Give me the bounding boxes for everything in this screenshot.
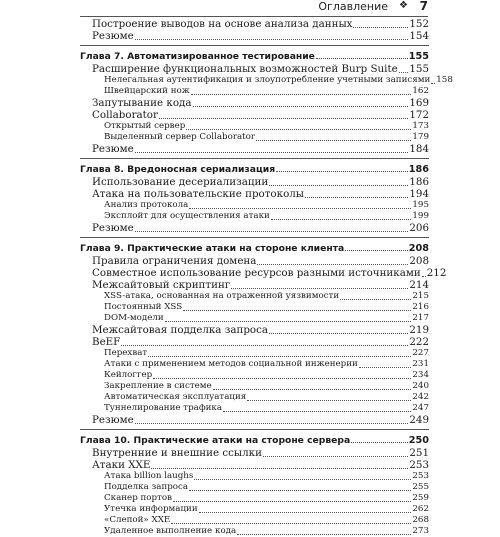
- toc-entry-title: Удаленное выполнение кода: [104, 526, 237, 536]
- toc-entry-page: 208: [408, 243, 429, 254]
- toc-entry-page: 215: [412, 291, 429, 301]
- toc-entry-title: Швейцарский нож: [104, 86, 190, 96]
- running-header: [80, 0, 428, 17]
- toc-entry-title: Резюме: [92, 30, 134, 42]
- toc-entry-page: 172: [409, 109, 429, 121]
- toc-section-entry: [80, 267, 447, 279]
- toc-entry-title: Атаки XXE: [92, 459, 151, 471]
- diamond-separator-icon: ❖: [399, 0, 408, 11]
- toc-dot-leader: [271, 219, 412, 220]
- toc-dot-leader: [305, 197, 408, 198]
- toc-subsection-entry: [80, 370, 429, 381]
- toc-subsection-entry: [80, 381, 429, 392]
- toc-dot-leader: [148, 356, 411, 357]
- toc-entry-title: Подделка запроса: [104, 482, 189, 492]
- toc-entry-page: 152: [409, 18, 429, 30]
- toc-entry-page: 173: [412, 121, 429, 131]
- toc-entry-page: 240: [412, 381, 429, 391]
- toc-dot-leader: [353, 27, 408, 28]
- toc-section-entry: [80, 188, 429, 200]
- toc-section-entry: [80, 447, 429, 459]
- toc-entry-page: 179: [412, 132, 429, 142]
- toc-entry-title: Совместное использование ресурсов разными источниками: [92, 267, 421, 279]
- toc-dot-leader: [121, 345, 408, 346]
- running-header-title: Оглавление: [318, 0, 388, 13]
- toc-entry-page: 186: [409, 176, 429, 188]
- toc-entry-page: 249: [409, 414, 429, 426]
- toc-subsection-entry: [80, 471, 429, 482]
- toc-section-entry: [80, 30, 429, 42]
- toc-subsection-entry: [80, 482, 429, 493]
- toc-entry-page: 253: [409, 459, 429, 471]
- toc-entry-page: 208: [409, 255, 429, 267]
- toc-section-entry: [80, 414, 429, 426]
- toc-dot-leader: [223, 411, 411, 412]
- toc-entry-page: 253: [412, 471, 429, 481]
- toc-entry-title: XSS-атака, основанная на отраженной уязвимости: [104, 291, 340, 301]
- toc-dot-leader: [422, 276, 426, 277]
- toc-entry-title: DOM-модели: [104, 313, 164, 323]
- table-of-contents: [80, 18, 453, 537]
- toc-entry-title: Сканер портов: [104, 493, 173, 503]
- toc-entry-title: Collaborator: [92, 109, 158, 121]
- toc-dot-leader: [269, 185, 408, 186]
- toc-entry-page: 219: [409, 324, 429, 336]
- toc-section-entry: [80, 336, 429, 348]
- toc-dot-leader: [183, 310, 411, 311]
- toc-section-entry: [80, 222, 429, 234]
- toc-subsection-entry: [80, 200, 429, 211]
- toc-dot-leader: [431, 83, 435, 84]
- toc-dot-leader: [399, 72, 409, 73]
- toc-entry-page: 195: [412, 200, 429, 210]
- toc-entry-title: Правила ограничения домена: [92, 255, 257, 267]
- toc-dot-leader: [191, 94, 412, 95]
- toc-subsection-entry: [80, 302, 429, 313]
- toc-subsection-entry: [80, 493, 429, 504]
- toc-entry-title: Запутывание кода: [92, 97, 192, 109]
- toc-chapter-entry: [80, 161, 429, 176]
- toc-entry-page: 212: [426, 267, 447, 279]
- toc-entry-page: 255: [412, 482, 429, 492]
- toc-entry-page: 162: [412, 86, 429, 96]
- toc-entry-title: Эксплойт для осуществления атаки: [104, 211, 270, 221]
- toc-entry-page: 206: [409, 222, 429, 234]
- toc-section-entry: [80, 324, 429, 336]
- toc-entry-page: 169: [409, 97, 429, 109]
- toc-entry-title: «Слепой» XXE: [104, 515, 171, 525]
- chapter-divider: [80, 237, 429, 238]
- toc-dot-leader: [135, 39, 409, 40]
- toc-entry-title: Атака на пользовательские протоколы: [92, 188, 305, 200]
- chapter-divider: [80, 45, 429, 46]
- toc-entry-page: 158: [436, 75, 453, 85]
- toc-entry-title: Глава 9. Практические атаки на стороне клиента: [80, 243, 345, 254]
- toc-entry-page: 259: [412, 493, 429, 503]
- toc-section-entry: [80, 97, 429, 109]
- toc-dot-leader: [257, 264, 408, 265]
- toc-dot-leader: [173, 501, 411, 502]
- toc-subsection-entry: [80, 211, 429, 222]
- toc-section-entry: [80, 143, 429, 155]
- toc-subsection-entry: [80, 75, 453, 86]
- toc-dot-leader: [276, 171, 408, 172]
- toc-dot-leader: [153, 378, 411, 379]
- toc-subsection-entry: [80, 132, 429, 143]
- toc-entry-title: Резюме: [92, 414, 134, 426]
- chapter-divider: [80, 429, 429, 430]
- toc-entry-title: Глава 7. Автоматизированное тестирование: [80, 51, 315, 62]
- toc-entry-title: Глава 8. Вредоносная сериализация: [80, 164, 276, 175]
- toc-subsection-entry: [80, 403, 429, 414]
- toc-entry-page: 222: [409, 336, 429, 348]
- toc-entry-title: Межсайтовая подделка запроса: [92, 324, 269, 336]
- toc-entry-title: Использование десериализации: [92, 176, 269, 188]
- toc-entry-title: Анализ протокола: [104, 200, 189, 210]
- toc-dot-leader: [151, 468, 408, 469]
- toc-dot-leader: [345, 250, 408, 251]
- toc-entry-page: 155: [408, 51, 429, 62]
- toc-chapter-entry: [80, 48, 429, 63]
- toc-entry-title: Постоянный XSS: [104, 302, 183, 312]
- toc-entry-page: 262: [412, 504, 429, 514]
- toc-subsection-entry: [80, 291, 429, 302]
- toc-dot-leader: [359, 367, 412, 368]
- toc-entry-page: 273: [412, 526, 429, 536]
- toc-entry-title: Глава 10. Практические атаки на стороне сервера: [80, 435, 351, 446]
- toc-entry-title: Выделенный сервер Collaborator: [104, 132, 256, 142]
- toc-dot-leader: [340, 299, 411, 300]
- toc-entry-title: Внутренние и внешние ссылки: [92, 447, 262, 459]
- toc-section-entry: [80, 109, 429, 121]
- toc-dot-leader: [135, 231, 409, 232]
- toc-dot-leader: [269, 333, 408, 334]
- toc-dot-leader: [171, 523, 411, 524]
- toc-dot-leader: [316, 58, 408, 59]
- toc-entry-page: 214: [409, 279, 429, 291]
- toc-dot-leader: [135, 152, 409, 153]
- toc-section-entry: [80, 63, 429, 75]
- toc-entry-title: Резюме: [92, 143, 134, 155]
- toc-dot-leader: [199, 512, 412, 513]
- toc-entry-page: 216: [412, 302, 429, 312]
- toc-entry-title: Построение выводов на основе анализа данных: [92, 18, 353, 30]
- toc-entry-page: 199: [412, 211, 429, 221]
- toc-dot-leader: [159, 118, 408, 119]
- toc-entry-title: Межсайтовый скриптинг: [92, 279, 231, 291]
- toc-subsection-entry: [80, 526, 429, 537]
- toc-entry-page: 250: [408, 435, 429, 446]
- toc-entry-page: 217: [412, 313, 429, 323]
- toc-entry-title: Утечка информации: [104, 504, 198, 514]
- toc-subsection-entry: [80, 121, 429, 132]
- toc-dot-leader: [165, 321, 412, 322]
- toc-entry-title: Перехват: [104, 348, 148, 358]
- toc-dot-leader: [213, 389, 412, 390]
- toc-entry-title: Атаки с применением методов социальной инженерии: [104, 359, 358, 369]
- toc-subsection-entry: [80, 348, 429, 359]
- toc-entry-page: 186: [408, 164, 429, 175]
- toc-entry-page: 227: [412, 348, 429, 358]
- toc-dot-leader: [256, 140, 411, 141]
- toc-dot-leader: [189, 490, 411, 491]
- toc-dot-leader: [263, 456, 408, 457]
- toc-entry-page: 251: [409, 447, 429, 459]
- toc-entry-page: 194: [409, 188, 429, 200]
- toc-entry-page: 247: [412, 403, 429, 413]
- toc-entry-page: 184: [409, 143, 429, 155]
- toc-entry-title: Расширение функциональных возможностей Burp Suite: [92, 63, 398, 75]
- toc-entry-page: 234: [412, 370, 429, 380]
- toc-dot-leader: [186, 129, 411, 130]
- toc-entry-title: Открытый сервер: [104, 121, 186, 131]
- toc-chapter-entry: [80, 240, 429, 255]
- toc-dot-leader: [135, 423, 409, 424]
- toc-dot-leader: [194, 479, 411, 480]
- toc-entry-title: Кейлоггер: [104, 370, 153, 380]
- toc-dot-leader: [237, 534, 411, 535]
- toc-entry-page: 268: [412, 515, 429, 525]
- chapter-divider: [80, 158, 429, 159]
- toc-entry-title: Закрепление в системе: [104, 381, 212, 391]
- toc-entry-page: 154: [409, 30, 429, 42]
- toc-subsection-entry: [80, 504, 429, 515]
- toc-entry-title: Туннелирование трафика: [104, 403, 223, 413]
- toc-entry-title: Атака billion laughs: [104, 471, 194, 481]
- toc-section-entry: [80, 255, 429, 267]
- toc-section-entry: [80, 176, 429, 188]
- toc-entry-title: Нелегальная аутентификация и злоупотребление учетными записями: [104, 75, 431, 85]
- page-number: 7: [419, 0, 428, 13]
- toc-entry-title: Резюме: [92, 222, 134, 234]
- toc-entry-title: BeEF: [92, 336, 121, 348]
- toc-subsection-entry: [80, 515, 429, 526]
- toc-dot-leader: [193, 106, 409, 107]
- toc-section-entry: [80, 18, 429, 30]
- toc-subsection-entry: [80, 86, 429, 97]
- toc-dot-leader: [247, 400, 411, 401]
- toc-subsection-entry: [80, 313, 429, 324]
- toc-subsection-entry: [80, 359, 429, 370]
- toc-entry-page: 231: [412, 359, 429, 369]
- toc-section-entry: [80, 279, 429, 291]
- toc-section-entry: [80, 459, 429, 471]
- toc-entry-page: 155: [409, 63, 429, 75]
- toc-entry-page: 242: [412, 392, 429, 402]
- toc-subsection-entry: [80, 392, 429, 403]
- toc-entry-title: Автоматическая эксплуатация: [104, 392, 247, 402]
- toc-dot-leader: [189, 208, 411, 209]
- toc-dot-leader: [351, 442, 408, 443]
- toc-dot-leader: [231, 288, 408, 289]
- toc-chapter-entry: [80, 432, 429, 447]
